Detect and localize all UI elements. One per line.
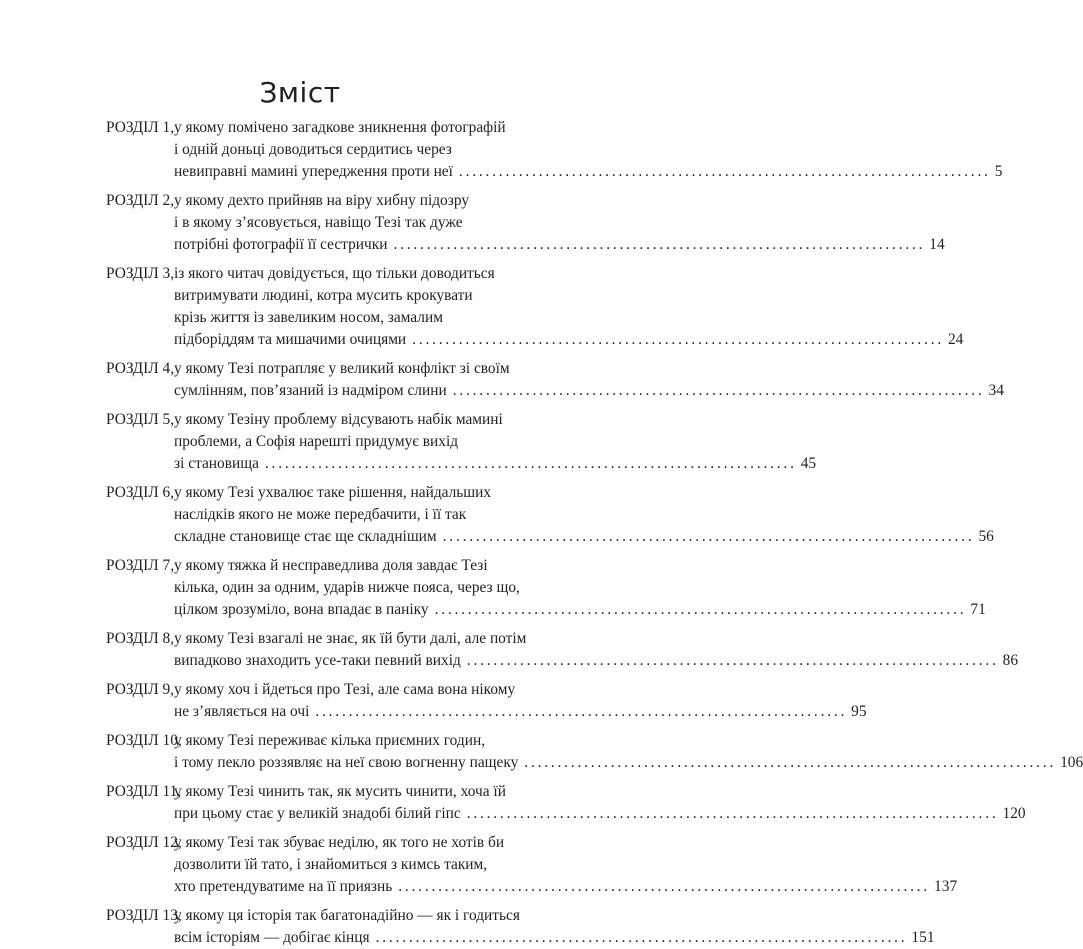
description-text: потрібні фотографії її сестрички bbox=[174, 236, 388, 253]
description-line bbox=[174, 380, 1004, 402]
description-line bbox=[174, 730, 544, 752]
description-line bbox=[174, 285, 544, 307]
dot-leader: ................................................................................ bbox=[524, 754, 1057, 771]
description-text: крізь життя із завеликим носом, замалим bbox=[174, 309, 443, 326]
chapter-label: РОЗДІЛ 3, bbox=[106, 265, 175, 282]
description-line bbox=[174, 504, 544, 526]
description-line bbox=[174, 577, 544, 599]
description-line bbox=[174, 927, 935, 949]
chapter-description bbox=[174, 555, 986, 621]
page-number: 71 bbox=[970, 601, 986, 618]
description-line bbox=[174, 431, 544, 453]
description-text: дозволити їй тато, і знайомиться з кимсь таким, bbox=[174, 856, 488, 873]
description-text: всім історіям — добігає кінця bbox=[174, 929, 370, 946]
description-line bbox=[174, 526, 994, 548]
chapter-label: РОЗДІЛ 5, bbox=[106, 411, 175, 428]
description-text: у якому Тезі ухвалює таке рішення, найдальших bbox=[174, 484, 492, 501]
description-line bbox=[174, 263, 544, 285]
description-line bbox=[174, 832, 544, 854]
chapter-label: РОЗДІЛ 11, bbox=[106, 783, 182, 800]
description-line bbox=[174, 453, 817, 475]
description-line bbox=[174, 854, 544, 876]
chapter-description bbox=[174, 832, 958, 898]
description-line bbox=[174, 482, 544, 504]
dot-leader: ................................................................................ bbox=[264, 455, 797, 472]
description-text: у якому хоч і йдеться про Тезі, але сама вона нікому bbox=[174, 681, 516, 698]
dot-leader: ................................................................................ bbox=[315, 703, 848, 720]
description-line bbox=[174, 117, 544, 139]
description-line bbox=[174, 599, 986, 621]
chapter-label: РОЗДІЛ 10, bbox=[106, 732, 182, 749]
description-text: і в якому з’ясовується, навіщо Тезі так дуже bbox=[174, 214, 463, 231]
description-line bbox=[174, 752, 1083, 774]
chapter-description bbox=[174, 358, 1004, 402]
page-number: 5 bbox=[994, 163, 1003, 180]
chapter-description bbox=[174, 628, 1019, 672]
chapter-description bbox=[174, 409, 817, 475]
chapter-label: РОЗДІЛ 7, bbox=[106, 557, 175, 574]
chapter-label: РОЗДІЛ 12, bbox=[106, 834, 182, 851]
description-line bbox=[174, 905, 544, 927]
page-number: 34 bbox=[988, 382, 1004, 399]
page-number: 45 bbox=[800, 455, 817, 472]
chapter-description bbox=[174, 482, 994, 548]
description-text: у якому Тезі переживає кілька приємних годин, bbox=[174, 732, 486, 749]
page-title: Зміст bbox=[259, 76, 341, 109]
chapter-label: РОЗДІЛ 4, bbox=[106, 360, 175, 377]
description-line bbox=[174, 679, 544, 701]
dot-leader: ................................................................................ bbox=[412, 331, 944, 348]
dot-leader: ................................................................................ bbox=[452, 382, 985, 399]
page-number: 24 bbox=[947, 331, 964, 348]
page-number: 86 bbox=[1002, 652, 1019, 669]
description-line bbox=[174, 628, 544, 650]
chapter-label: РОЗДІЛ 9, bbox=[106, 681, 175, 698]
description-line bbox=[174, 701, 867, 723]
description-text: у якому Тезі потрапляє у великий конфлікт зі своїм bbox=[174, 360, 510, 377]
description-text: проблеми, а Софія нарешті придумує вихід bbox=[174, 433, 459, 450]
description-text: у якому Тезі взагалі не знає, як їй бути далі, але потім bbox=[174, 630, 527, 647]
dot-leader: ................................................................................ bbox=[375, 929, 908, 946]
description-line bbox=[174, 650, 1019, 672]
description-text: у якому Тезі так збуває неділю, як того не хотів би bbox=[174, 834, 505, 851]
page-number: 106 bbox=[1060, 754, 1083, 771]
description-line bbox=[174, 139, 544, 161]
description-text: зі становища bbox=[174, 455, 259, 472]
description-text: кілька, один за одним, ударів нижче пояса, через що, bbox=[174, 579, 520, 596]
description-text: складне становище стає ще складнішим bbox=[174, 528, 437, 545]
description-line bbox=[174, 307, 544, 329]
description-text: у якому ця історія так багатонадійно — як і годиться bbox=[174, 907, 520, 924]
description-line bbox=[174, 212, 544, 234]
description-line bbox=[174, 329, 964, 351]
description-text: невиправні мамині упередження проти неї bbox=[174, 163, 453, 180]
description-text: підборіддям та мишачими очицями bbox=[174, 331, 407, 348]
description-text: і одній доньці доводиться сердитись через bbox=[174, 141, 452, 158]
description-text: наслідків якого не може передбачити, і її так bbox=[174, 506, 467, 523]
description-line bbox=[174, 161, 1003, 183]
description-line bbox=[174, 555, 544, 577]
dot-leader: ................................................................................ bbox=[393, 236, 926, 253]
chapter-description bbox=[174, 679, 867, 723]
chapter-description bbox=[174, 190, 945, 256]
chapter-description bbox=[174, 263, 964, 351]
description-line bbox=[174, 234, 945, 256]
dot-leader: ................................................................................ bbox=[466, 805, 999, 822]
chapter-label: РОЗДІЛ 13, bbox=[106, 907, 182, 924]
description-text: випадково знаходить усе-таки певний вихід bbox=[174, 652, 461, 669]
page-number: 56 bbox=[978, 528, 994, 545]
description-text: витримувати людині, котра мусить крокувати bbox=[174, 287, 473, 304]
description-line bbox=[174, 803, 1026, 825]
description-text: при цьому стає у великій знадобі білий гіпс bbox=[174, 805, 461, 822]
chapter-description bbox=[174, 781, 1026, 825]
page-number: 14 bbox=[929, 236, 945, 253]
chapter-label: РОЗДІЛ 6, bbox=[106, 484, 175, 501]
chapter-description bbox=[174, 730, 1083, 774]
description-text: у якому Тезі чинить так, як мусить чинити, хоча їй bbox=[174, 783, 506, 800]
chapter-description bbox=[174, 905, 935, 949]
dot-leader: ................................................................................ bbox=[466, 652, 999, 669]
description-line bbox=[174, 876, 958, 898]
dot-leader: ................................................................................ bbox=[398, 878, 931, 895]
dot-leader: ................................................................................ bbox=[434, 601, 967, 618]
description-text: не з’являється на очі bbox=[174, 703, 310, 720]
description-text: у якому Тезіну проблему відсувають набік мамині bbox=[174, 411, 503, 428]
description-text: у якому тяжка й несправедлива доля завдає Тезі bbox=[174, 557, 488, 574]
page-number: 151 bbox=[911, 929, 935, 946]
description-line bbox=[174, 190, 544, 212]
description-text: цілком зрозуміло, вона впадає в паніку bbox=[174, 601, 429, 618]
chapter-description bbox=[174, 117, 1003, 183]
description-text: у якому помічено загадкове зникнення фотографій bbox=[174, 119, 506, 136]
chapter-label: РОЗДІЛ 2, bbox=[106, 192, 175, 209]
description-text: і тому пекло роззявляє на неї свою вогненну пащеку bbox=[174, 754, 519, 771]
description-text: у якому дехто прийняв на віру хибну підозру bbox=[174, 192, 470, 209]
page-number: 95 bbox=[851, 703, 867, 720]
dot-leader: ................................................................................ bbox=[442, 528, 975, 545]
description-text: із якого читач довідується, що тільки доводиться bbox=[174, 265, 495, 282]
dot-leader: ................................................................................ bbox=[458, 163, 991, 180]
page-number: 137 bbox=[934, 878, 958, 895]
description-line bbox=[174, 409, 544, 431]
chapter-label: РОЗДІЛ 1, bbox=[106, 119, 175, 136]
description-line bbox=[174, 358, 544, 380]
chapter-label: РОЗДІЛ 8, bbox=[106, 630, 175, 647]
description-line bbox=[174, 781, 544, 803]
description-text: сумлінням, пов’язаний із надміром слини bbox=[174, 382, 447, 399]
page-number: 120 bbox=[1002, 805, 1026, 822]
description-text: хто претендуватиме на її приязнь bbox=[174, 878, 393, 895]
